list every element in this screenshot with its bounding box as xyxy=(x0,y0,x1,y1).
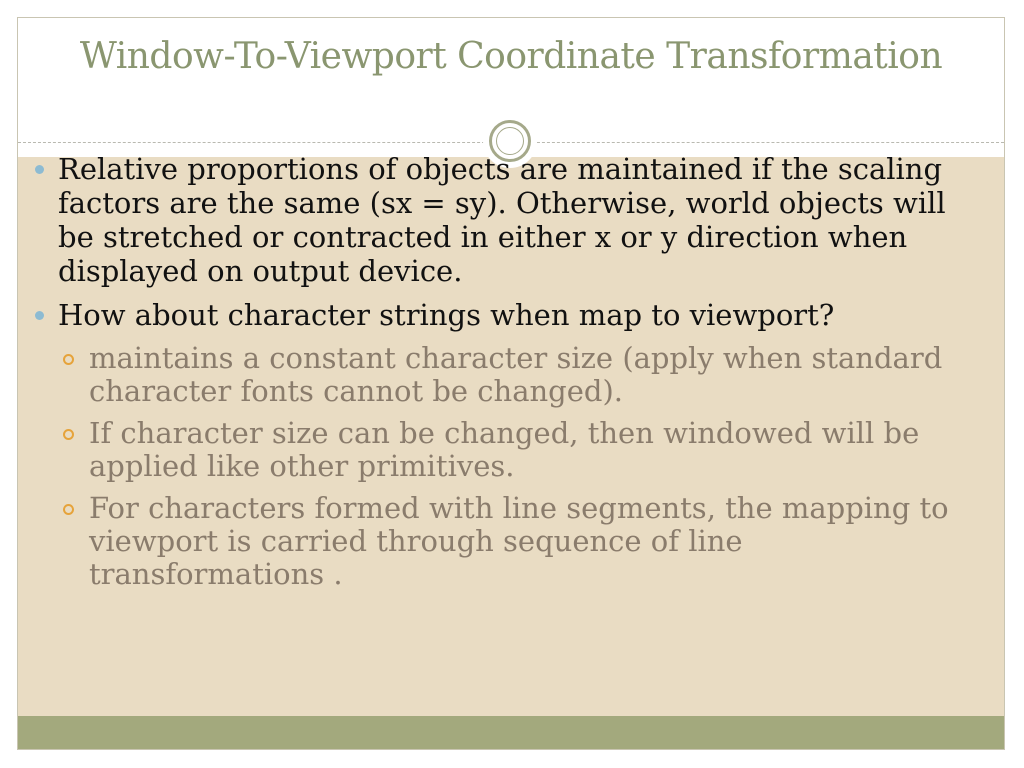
filled-circle-bullet-icon xyxy=(35,165,44,174)
list-item xyxy=(33,152,978,288)
sub-bullet-text: If character size can be changed, then windowed will be applied like other primitives. xyxy=(89,416,920,483)
bullet-list xyxy=(33,152,978,600)
footer-band xyxy=(18,716,1004,750)
sub-list-item xyxy=(33,342,978,408)
ring-bullet-icon xyxy=(63,504,74,515)
bullet-text: Relative proportions of objects are maintained if the scaling factors are the same (sx = sy). Otherwise, world objects will be stretched or contracted in either x or y direction when displayed on output device. xyxy=(58,152,946,288)
ring-bullet-icon xyxy=(63,354,74,365)
sub-list-item xyxy=(33,417,978,483)
filled-circle-bullet-icon xyxy=(35,311,44,320)
list-item xyxy=(33,298,978,332)
sub-bullet-text: maintains a constant character size (apply when standard character fonts cannot be changed). xyxy=(89,341,943,408)
ring-bullet-icon xyxy=(63,429,74,440)
bullet-text: How about character strings when map to viewport? xyxy=(58,298,835,332)
slide-title: Window-To-Viewport Coordinate Transformation xyxy=(79,36,943,77)
sub-bullet-text: For characters formed with line segments, the mapping to viewport is carried through sequence of line transformations . xyxy=(89,491,949,591)
sub-list-item xyxy=(33,492,978,591)
ornament-inner-ring xyxy=(496,127,524,155)
